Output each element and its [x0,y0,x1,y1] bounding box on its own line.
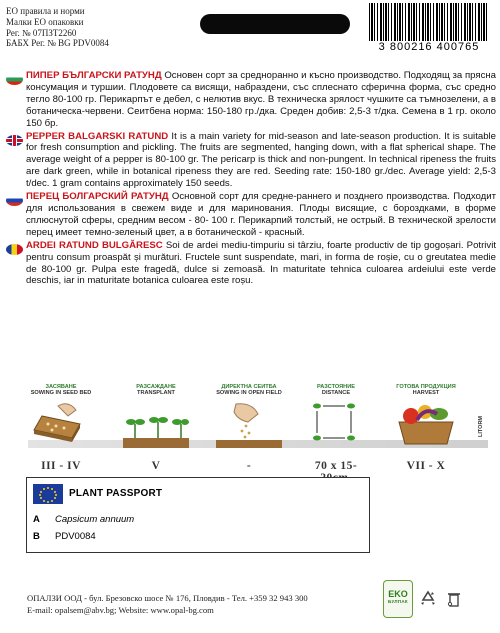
passport-key: B [33,531,40,542]
passport-species: Capsicum annuum [55,514,135,525]
description-title: ПЕРЕЦ БОЛГАРСКИЙ РАТУНД [26,191,169,203]
stage-value: - [246,460,252,472]
stage-label: ГОТОВА ПРОДУКЦИЯ [396,384,456,390]
description-ru [4,191,496,239]
seed-tray-icon [28,398,94,448]
passport-row-b [33,531,96,542]
waste-bin-icon [444,589,464,609]
bulgaria-flag-icon [6,74,23,85]
stage-label: РАЗСТОЯНИЕ [317,384,355,390]
barcode [363,3,495,61]
description-text: It is a main variety for mid-season and late-season production. It is suitable for fresh consumption and pickling. The fruits are segmented, hanging down, with a flat spherical shape. The average weight of a pepper is 80-100 gr. The pericarp is thick and non-pungent. In technical ripeness the fruits are dark green, while in botanical ripeness they are red. Seeding rate: 150-180 gr./dec. Average yield: 2,5-3 t/dec. 1 gram contains approximately 150 seeds. [26,130,496,190]
stage-sowing-seed-bed [28,384,94,472]
stage-label: ДИРЕКТНА СЕИТБА [221,384,277,390]
romania-flag-icon [6,244,23,255]
stage-sublabel: SOWING IN SEED BED [30,390,92,397]
passport-title: PLANT PASSPORT [69,488,163,499]
passport-row-a [33,514,134,525]
description-en [4,131,496,191]
stage-label: ЗАСЯВАНЕ [45,384,77,390]
recycle-icon [418,589,438,609]
vegetables-basket-icon [393,398,459,448]
stage-value: III - IV [41,460,81,472]
seedlings-icon [123,398,189,448]
russia-flag-icon [6,195,23,206]
passport-code: PDV0084 [55,531,96,542]
stage-value: VII - X [406,460,446,472]
stage-harvest [393,384,459,472]
description-text: Основной сорт для средне-раннего и позднего производства. Подходит для использования в свежем виде и для маринования. Плоды висящие, с бороздками, в форме сплюснутой сферы, средним весом - 80- 100 г. Перикарпий толстый, не острый. В технической зрелости перец имеет темно-зеленый цвет, а в ботанической - красный. [26,191,496,238]
stage-value: V [151,460,161,472]
growing-calendar [28,384,478,482]
stage-direct-sowing [216,384,282,472]
stage-sublabel: HARVEST [412,390,440,397]
eko-bulpak-logo: EKO БУЛПАК [383,580,413,618]
company-contact: E-mail: opalsem@abv.bg; Website: www.opal-bg.com [27,605,214,615]
hang-hole [200,14,350,34]
plant-passport [26,477,370,553]
stage-value: 70 x 15- [314,460,358,472]
description-bg [4,70,496,130]
company-footer [27,592,308,616]
eu-flag-icon [33,484,63,504]
registration-line: БАБХ Рег. № BG PDV0084 [6,38,109,49]
stage-sublabel: SOWING IN OPEN FIELD [216,390,282,397]
stage-distance [303,384,369,484]
registration-line: ЕО правила и норми [6,6,85,16]
description-title: PEPPER BALGARSKI RATUND [26,130,169,142]
printer-mark: LITORM [478,416,484,437]
registration-line: Рег. № 07ПЗТ2260 [6,27,77,38]
stage-sublabel: DISTANCE [321,390,351,397]
barcode-number: 3 800216 400765 [378,41,480,53]
distance-icon [303,398,369,448]
hand-sowing-icon [216,398,282,448]
barcode-bars [369,3,489,41]
descriptions [4,70,496,288]
stage-sublabel: TRANSPLANT [137,390,175,397]
registration-info [6,6,109,49]
uk-flag-icon [6,135,23,146]
stage-transplant [123,384,189,472]
description-text: Soi de ardei mediu-timpuriu si târziu, foarte productiv de tip gogoșari. Potrivit pentru consum proaspăt și murături. Fructele sunt suspendate, mari, in forma de roșie, cu o greutatea medie de 80-100 gr. Pulpa este fragedă, dulce si zemoasă. In maturitate tehnica culoarea ardeiului este verde deschis, iar in maturitate botanica culoarea este roșu. [26,239,497,287]
passport-key: A [33,514,40,525]
description-title: ПИПЕР БЪЛГАРСКИ РАТУНД [26,70,162,81]
company-address: ОПАЛЗИ ООД - бул. Брезовско шосе № 176, Пловдив - Тел. +359 32 943 300 [27,593,308,603]
registration-line: Малки ЕО опаковки [6,16,84,27]
stage-label: РАЗСАЖДАНЕ [136,384,176,390]
description-ro [4,240,496,288]
description-title: ARDEI RATUND BULGĂRESC [26,239,163,251]
description-text: Основен сорт за средноранно и късно производство. Подходящ за прясна консумация и туршии. Плодовете са висящи, набраздени, със сплеснато сферична форма, със средно тегло 80-100 гр. Перикарпът е дебел, с нелютив вкус. В техническа зрялост чушките са тъмнозелени, а в ботаническа-червени. Сеитбена норма: 150-180 гр./дка. Среден добив: 2,5-3 т/дка. Семена в 1 гр. около 150 бр. [26,70,496,129]
